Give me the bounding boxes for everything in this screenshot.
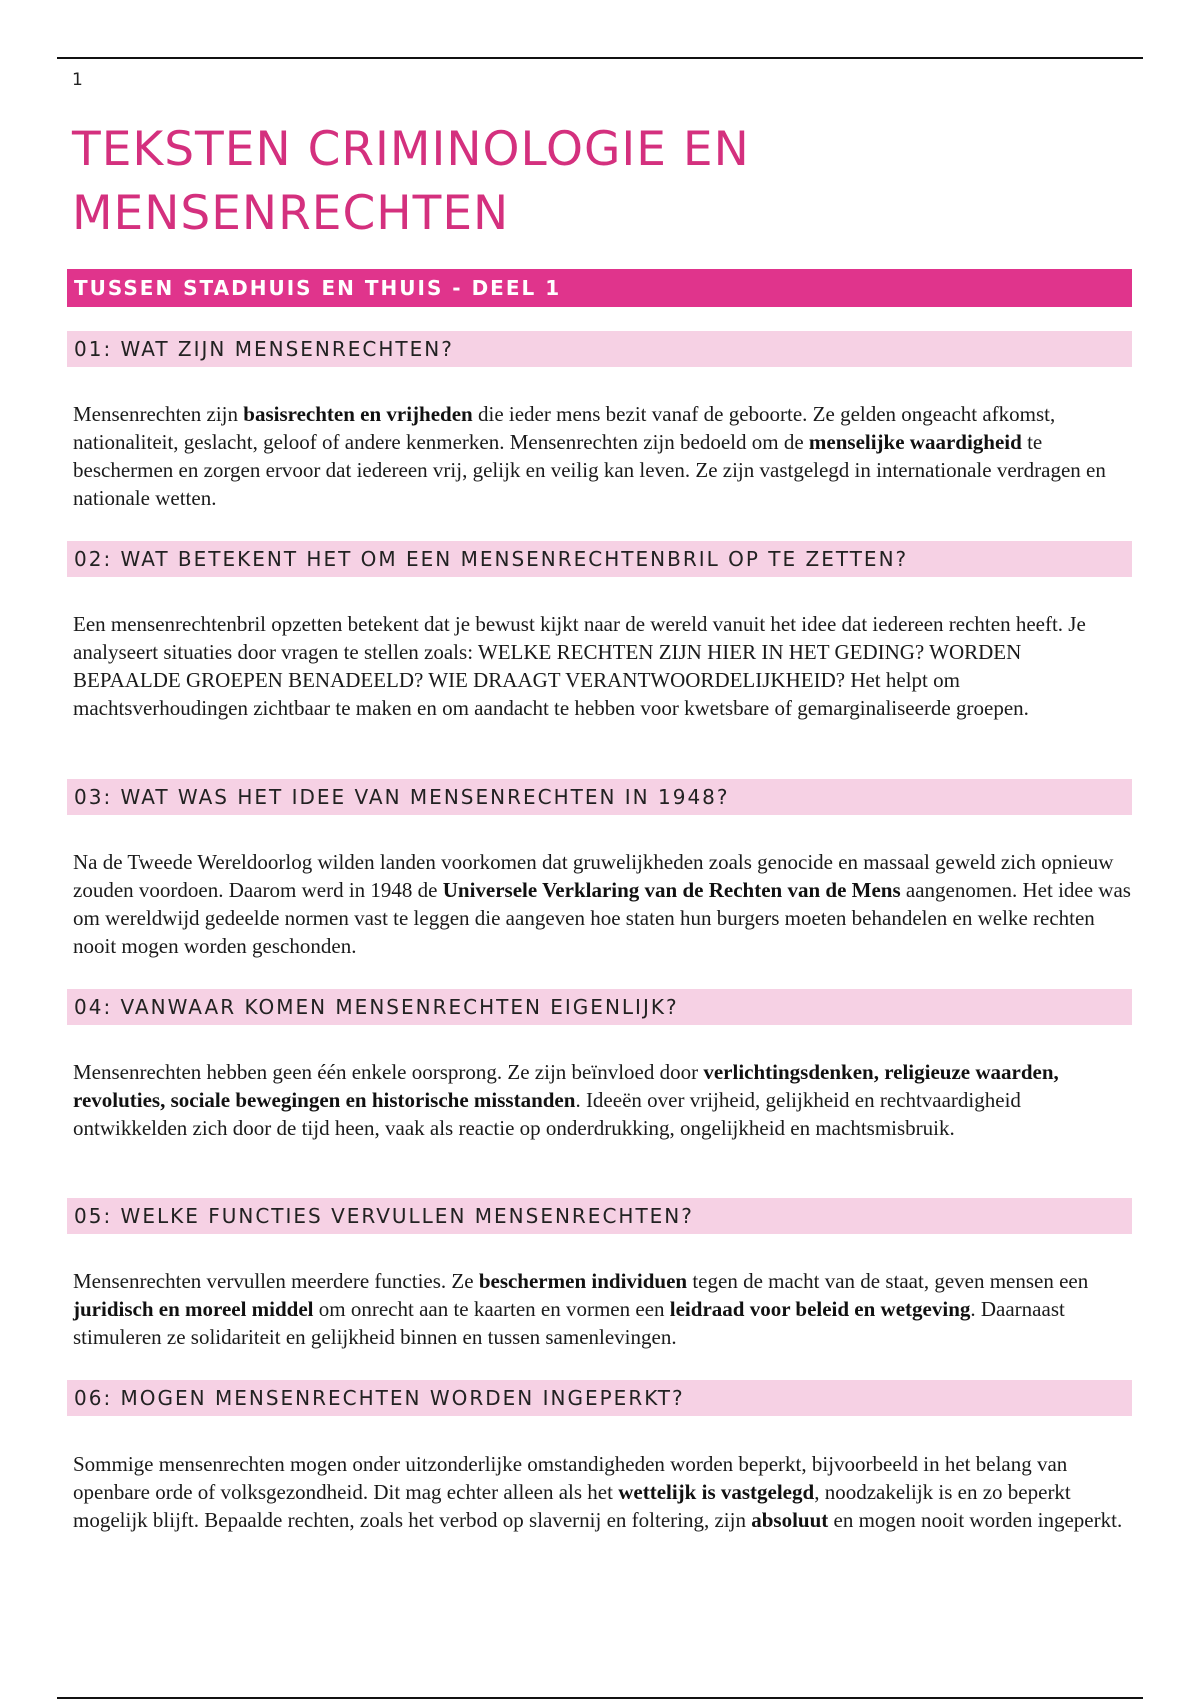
section-heading: 06: MOGEN MENSENRECHTEN WORDEN INGEPERKT? (74, 1386, 685, 1410)
top-rule (57, 57, 1143, 59)
body-text: . Ideeën over vrijheid, gelijkheid en rechtvaardigheid ontwikkelden zich door de tijd heen, vaak als reactie op onderdrukking, ongelijkheid en machtsmisbruik. (73, 1088, 1021, 1140)
emphasis-text: basisrechten en vrijheden (243, 402, 473, 426)
body-text: , noodzakelijk is en zo beperkt mogelijk blijft. Bepaalde rechten, zoals het verbod op slavernij en foltering, zijn (73, 1480, 1071, 1532)
body-text: Na de Tweede Wereldoorlog wilden landen voorkomen dat gruwelijkheden zoals genocide en massaal geweld zich opnieuw zouden voordoen. Daarom werd in 1948 de (73, 850, 1114, 902)
section-paragraph (73, 848, 1133, 960)
title-line-1: TEKSTEN CRIMINOLOGIE EN (72, 122, 750, 177)
body-text: om onrecht aan te kaarten en vormen een (313, 1297, 670, 1321)
emphasis-text: juridisch en moreel middel (73, 1297, 314, 1321)
section-paragraph (73, 400, 1133, 512)
section-paragraph (73, 1450, 1133, 1534)
section-heading: 02: WAT BETEKENT HET OM EEN MENSENRECHTENBRIL OP TE ZETTEN? (74, 547, 909, 571)
section-heading: 05: WELKE FUNCTIES VERVULLEN MENSENRECHTEN? (74, 1204, 694, 1228)
body-text: Mensenrechten vervullen meerdere functies. Ze (73, 1269, 479, 1293)
section-heading-bar-3 (67, 779, 1132, 815)
section-paragraph (73, 1058, 1133, 1142)
emphasis-text: menselijke waardigheid (808, 430, 1022, 454)
bottom-rule (57, 1697, 1143, 1699)
section-heading: 01: WAT ZIJN MENSENRECHTEN? (74, 337, 454, 361)
section-heading-bar-1 (67, 331, 1132, 367)
emphasis-text: verlichtingsdenken, religieuze waarden, revoluties, sociale bewegingen en historische misstanden (73, 1060, 1059, 1112)
body-text: Mensenrechten zijn (73, 402, 244, 426)
body-text: Mensenrechten hebben geen één enkele oorsprong. Ze zijn beïnvloed door (73, 1060, 704, 1084)
section-heading: 03: WAT WAS HET IDEE VAN MENSENRECHTEN IN 1948? (74, 785, 730, 809)
emphasis-text: absoluut (751, 1508, 829, 1532)
emphasis-text: wettelijk is vastgelegd (618, 1480, 815, 1504)
part-heading-bar (67, 269, 1132, 307)
section-heading: 04: VANWAAR KOMEN MENSENRECHTEN EIGENLIJK? (74, 995, 679, 1019)
body-text: die ieder mens bezit vanaf de geboorte. Ze gelden ongeacht afkomst, nationaliteit, geslacht, geloof of andere kenmerken. Mensenrechten zijn bedoeld om de (73, 402, 1056, 454)
body-text: te beschermen en zorgen ervoor dat iedereen vrij, gelijk en veilig kan leven. Ze zijn vastgelegd in internationale verdragen en nationale wetten. (73, 430, 1106, 510)
document-title (72, 118, 972, 246)
emphasis-text: beschermen individuen (478, 1269, 688, 1293)
section-paragraph (73, 610, 1133, 722)
body-text: tegen de macht van de staat, geven mensen een (687, 1269, 1089, 1293)
body-text: Sommige mensenrechten mogen onder uitzonderlijke omstandigheden worden beperkt, bijvoorbeeld in het belang van openbare orde of volksgezondheid. Dit mag echter alleen als het (73, 1452, 1068, 1504)
section-heading-bar-4 (67, 989, 1132, 1025)
page-number: 1 (72, 70, 83, 90)
body-text: en mogen nooit worden ingeperkt. (828, 1508, 1123, 1532)
body-text: Een mensenrechtenbril opzetten betekent dat je bewust kijkt naar de wereld vanuit het idee dat iedereen rechten heeft. Je analyseert situaties door vragen te stellen zoals: WELKE RECHTEN ZIJN HIER IN HET GEDING? WORDEN BEPAALDE GROEPEN BENADEELD? WIE DRAAGT VERANTWOORDELIJKHEID? Het helpt om machtsverhoudingen zichtbaar te maken en om aandacht te hebben voor kwetsbare of gemarginaliseerde groepen. (73, 612, 1086, 720)
section-heading-bar-6 (67, 1380, 1132, 1416)
title-line-2: MENSENRECHTEN (72, 186, 510, 241)
body-text: aangenomen. Het idee was om wereldwijd gedeelde normen vast te leggen die aangeven hoe staten hun burgers moeten behandelen en welke rechten nooit mogen worden geschonden. (73, 878, 1131, 958)
emphasis-text: leidraad voor beleid en wetgeving (669, 1297, 971, 1321)
part-heading: TUSSEN STADHUIS EN THUIS - DEEL 1 (74, 276, 562, 300)
emphasis-text: Universele Verklaring van de Rechten van de Mens (442, 878, 901, 902)
body-text: . Daarnaast stimuleren ze solidariteit en gelijkheid binnen en tussen samenlevingen. (73, 1297, 1065, 1349)
section-heading-bar-5 (67, 1198, 1132, 1234)
section-paragraph (73, 1267, 1133, 1351)
section-heading-bar-2 (67, 541, 1132, 577)
